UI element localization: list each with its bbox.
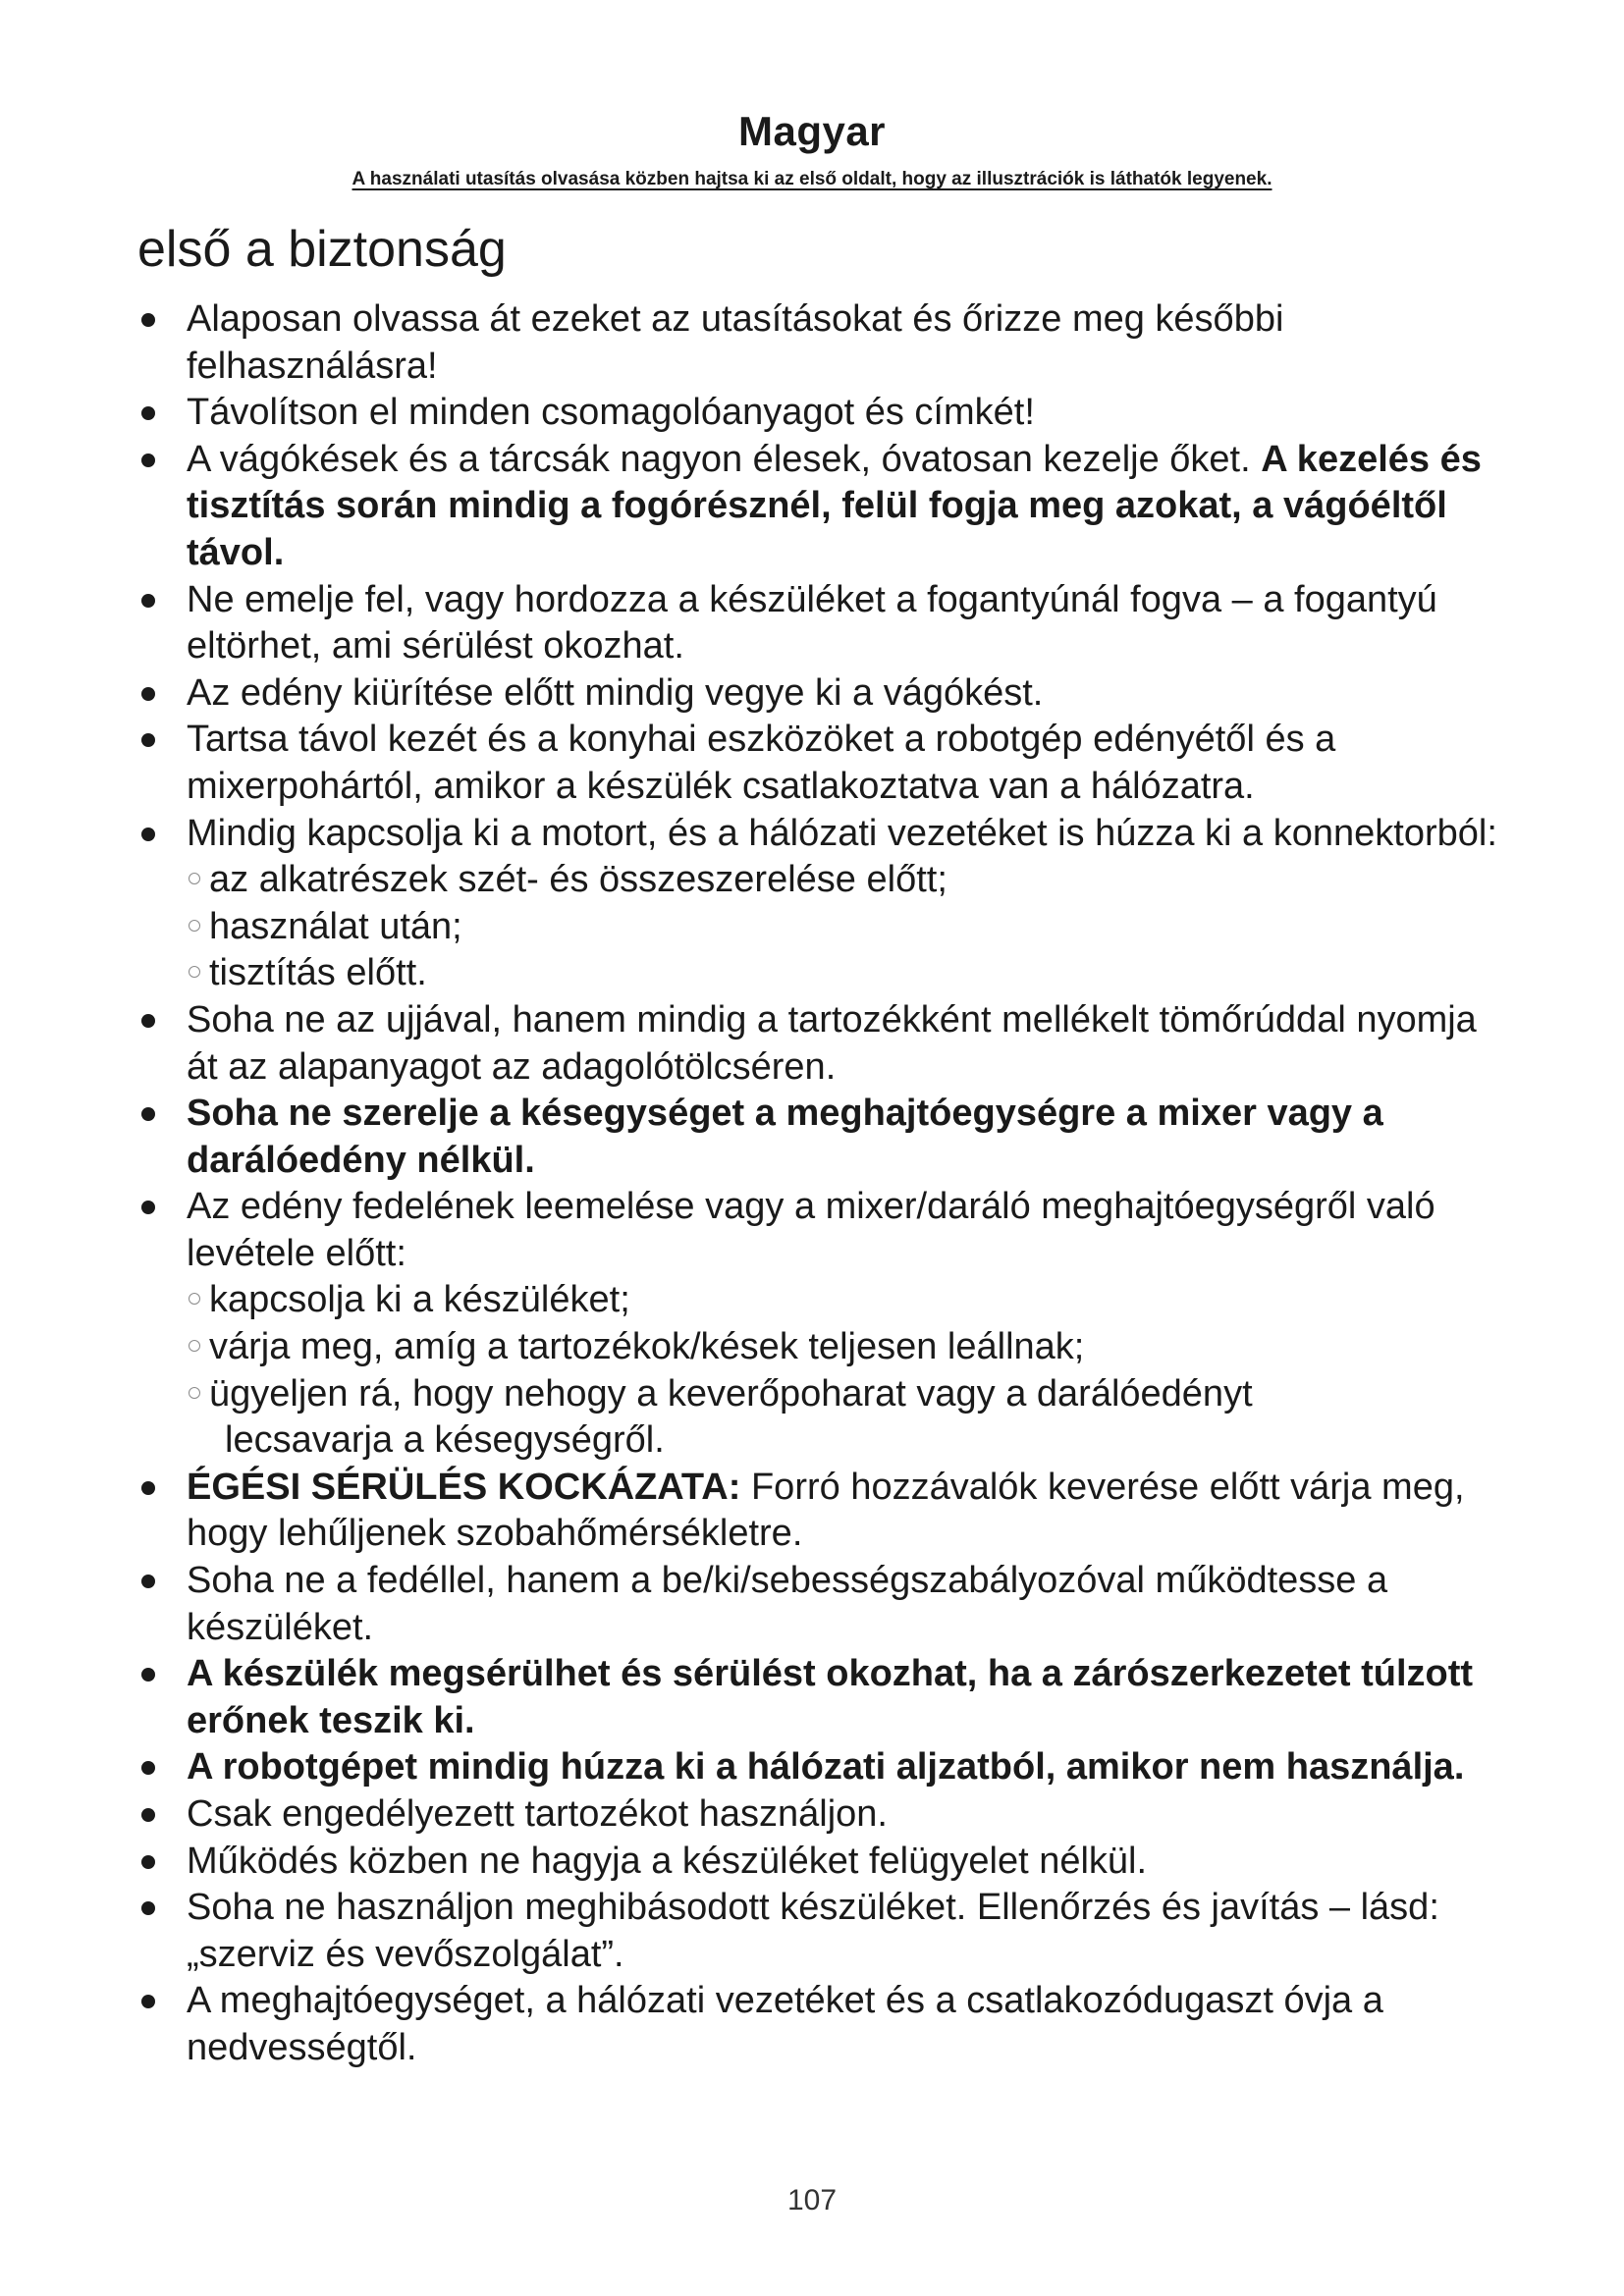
list-item bbox=[187, 670, 1502, 718]
sub-list bbox=[187, 1277, 1502, 1464]
bullet-icon bbox=[141, 1575, 155, 1588]
page-language-title: Magyar bbox=[737, 108, 887, 154]
bullet-icon bbox=[141, 406, 155, 420]
page-number: 107 bbox=[786, 2184, 838, 2216]
item-text: Soha ne használjon meghibásodott készüléket. Ellenőrzés és javítás – lásd: „szerviz és vevőszolgálat”. bbox=[187, 1887, 1439, 1975]
list-item bbox=[187, 1558, 1502, 1651]
item-text: Forró hozzávalók keverése előtt várja meg, hogy lehűljenek szobahőmérsékletre. bbox=[187, 1466, 1465, 1555]
item-text: Soha ne az ujjával, hanem mindig a tartozékként mellékelt tömőrúddal nyomja át az alapanyagot az adagolótölcséren. bbox=[187, 998, 1477, 1088]
list-item bbox=[187, 1744, 1502, 1791]
item-text: A vágókések és a tárcsák nagyon élesek, óvatosan kezelje őket. bbox=[187, 438, 1251, 480]
item-text: Az edény fedelének leemelése vagy a mixer/daráló meghajtóegységről való levétele előtt: bbox=[187, 1186, 1435, 1274]
section-title: első a biztonság bbox=[137, 221, 507, 278]
item-text: Tartsa távol kezét és a konyhai eszközöket a robotgép edényétől és a mixerpohártól, amikor a készülék csatlakoztatva van a hálózatra. bbox=[187, 719, 1336, 807]
list-item bbox=[187, 1091, 1502, 1184]
bullet-icon bbox=[141, 454, 155, 467]
circle-bullet-icon bbox=[189, 1387, 200, 1399]
list-item bbox=[187, 1465, 1502, 1558]
sub-item-text: kapcsolja ki a készüléket; bbox=[209, 1279, 630, 1321]
sub-item-continuation: lecsavarja a késegységről. bbox=[225, 1419, 665, 1462]
bullet-icon bbox=[141, 1014, 155, 1028]
list-item bbox=[187, 1184, 1502, 1465]
bullet-icon bbox=[141, 1107, 155, 1121]
list-item bbox=[187, 1839, 1502, 1886]
safety-list bbox=[187, 296, 1502, 2072]
item-bold-text: A kezelés és tisztítás során mindig a fogórésznél, felül fogja meg azokat, a vágóéltől távol. bbox=[187, 438, 1482, 573]
item-text: Működés közben ne hagyja a készüléket felügyelet nélkül. bbox=[187, 1840, 1148, 1882]
bullet-icon bbox=[141, 1995, 155, 2008]
list-item bbox=[187, 1651, 1502, 1744]
bullet-icon bbox=[141, 1855, 155, 1869]
list-item bbox=[187, 1885, 1502, 1978]
bullet-icon bbox=[141, 687, 155, 701]
item-text: Soha ne a fedéllel, hanem a be/ki/sebességszabályozóval működtesse a készüléket. bbox=[187, 1560, 1388, 1648]
sub-item-text: használat után; bbox=[209, 905, 462, 947]
bullet-icon bbox=[141, 1668, 155, 1682]
circle-bullet-icon bbox=[189, 1340, 200, 1352]
sub-item-text: várja meg, amíg a tartozékok/kések teljesen leállnak; bbox=[209, 1326, 1085, 1368]
item-text: Ne emelje fel, vagy hordozza a készüléket a fogantyúnál fogva – a fogantyú eltörhet, ami sérülést okozhat. bbox=[187, 578, 1437, 667]
item-bold-text: Soha ne szerelje a késegységet a meghajtóegységre a mixer vagy a darálóedény nélkül. bbox=[187, 1093, 1383, 1181]
bullet-icon bbox=[141, 1761, 155, 1775]
list-item bbox=[187, 390, 1502, 437]
item-text: Távolítson el minden csomagolóanyagot és címkét! bbox=[187, 392, 1035, 434]
circle-bullet-icon bbox=[189, 873, 200, 884]
item-bold-text: A készülék megsérülhet és sérülést okozhat, ha a zárószerkezetet túlzott erőnek teszik ki. bbox=[187, 1653, 1474, 1741]
fold-out-note-text: A használati utasítás olvasása közben hajtsa ki az első oldalt, hogy az illusztrációk is láthatók legyenek. bbox=[352, 169, 1272, 189]
list-item bbox=[187, 296, 1502, 390]
sub-item bbox=[187, 1371, 1502, 1465]
list-item bbox=[187, 811, 1502, 997]
item-text: Mindig kapcsolja ki a motort, és a hálózati vezetéket is húzza ki a konnektorból: bbox=[187, 812, 1497, 854]
sub-item bbox=[187, 950, 1502, 997]
circle-bullet-icon bbox=[189, 966, 200, 978]
item-bold-lead: ÉGÉSI SÉRÜLÉS KOCKÁZATA: bbox=[187, 1466, 741, 1508]
fold-out-note bbox=[0, 169, 1624, 190]
item-text: A meghajtóegységet, a hálózati vezetéket és a csatlakozódugaszt óvja a nedvességtől. bbox=[187, 1980, 1383, 2068]
list-item bbox=[187, 1978, 1502, 2071]
list-item bbox=[187, 717, 1502, 810]
sub-list bbox=[187, 857, 1502, 997]
list-item bbox=[187, 437, 1502, 577]
bullet-icon bbox=[141, 828, 155, 841]
item-bold-text: A robotgépet mindig húzza ki a hálózati aljzatból, amikor nem használja. bbox=[187, 1746, 1465, 1789]
item-text: Az edény kiürítése előtt mindig vegye ki a vágókést. bbox=[187, 671, 1044, 714]
list-item bbox=[187, 997, 1502, 1091]
sub-item bbox=[187, 1324, 1502, 1371]
sub-item bbox=[187, 1277, 1502, 1324]
bullet-icon bbox=[141, 1808, 155, 1822]
bullet-icon bbox=[141, 594, 155, 608]
bullet-icon bbox=[141, 313, 155, 327]
list-item bbox=[187, 577, 1502, 670]
bullet-icon bbox=[141, 1481, 155, 1495]
bullet-icon bbox=[141, 1901, 155, 1915]
sub-item-text: ügyeljen rá, hogy nehogy a keverőpoharat vagy a darálóedényt bbox=[209, 1372, 1253, 1415]
list-item bbox=[187, 1791, 1502, 1839]
circle-bullet-icon bbox=[189, 920, 200, 932]
sub-item bbox=[187, 857, 1502, 904]
circle-bullet-icon bbox=[189, 1293, 200, 1305]
item-text: Alaposan olvassa át ezeket az utasításokat és őrizze meg későbbi felhasználásra! bbox=[187, 298, 1284, 387]
sub-item bbox=[187, 904, 1502, 951]
sub-item-text: tisztítás előtt. bbox=[209, 952, 427, 994]
sub-item-text: az alkatrészek szét- és összeszerelése előtt; bbox=[209, 859, 947, 901]
bullet-icon bbox=[141, 1201, 155, 1214]
bullet-icon bbox=[141, 733, 155, 747]
item-text: Csak engedélyezett tartozékot használjon. bbox=[187, 1793, 888, 1835]
